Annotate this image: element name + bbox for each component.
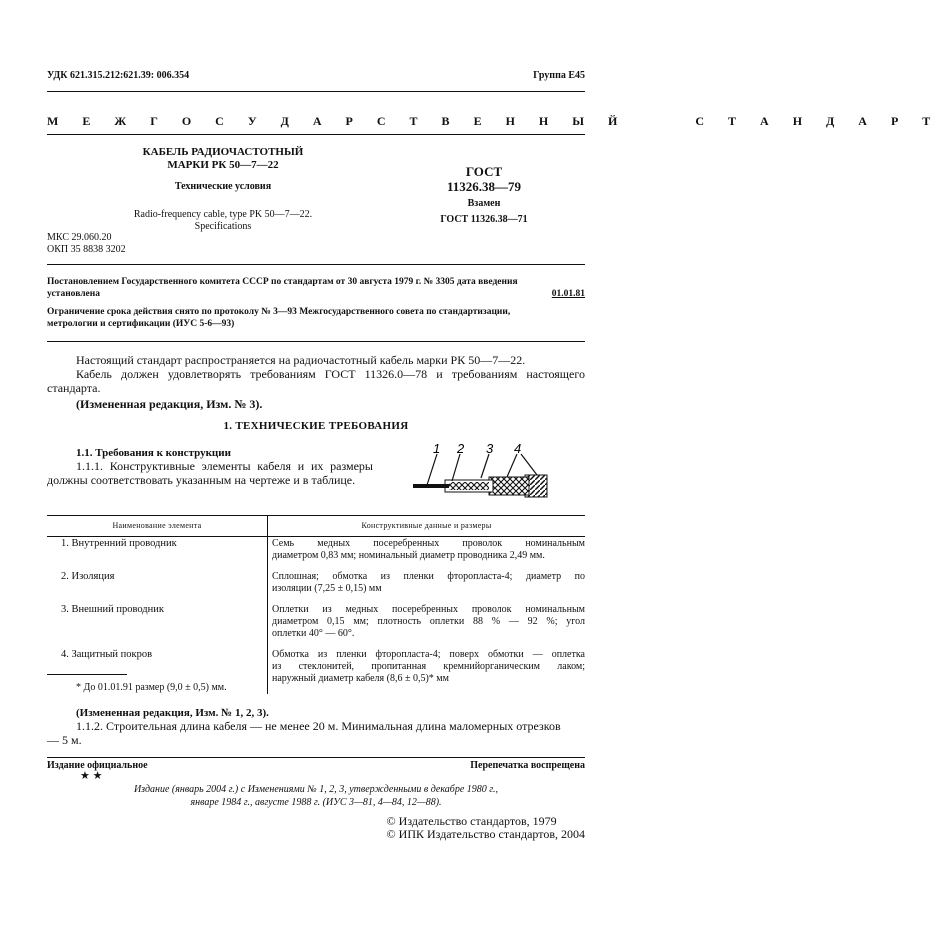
table-row [47,604,585,649]
footnote-rule [47,674,127,675]
callout-3: 3 [486,441,494,456]
clause-111-line-2: должны соответствовать указанным на чертеже и в таблице. [47,473,356,487]
clause-111-line-1: 1.1.1. Конструктивные элементы кабеля и их размеры [76,459,373,473]
cell-line: Оплетки из медных посеребренных проволок номинальным [272,604,585,615]
cell-line: наружный диаметр кабеля (8,6 ± 0,5)* мм [272,673,449,684]
english-title-line-2: Specifications [194,221,252,232]
table-cell-name: 1. Внутренний проводник [47,537,268,572]
construction-table [47,515,585,694]
leader-4b [521,454,537,475]
callout-4: 4 [514,441,522,456]
amendment-note: (Измененная редакция, Изм. № 1, 2, 3). [76,707,269,719]
cell-line: из стеклонитей, пропитанная кремнийорганическим лаком; [272,661,585,672]
table-cell-data [268,649,586,694]
intro-paragraph-2a: Кабель должен удовлетворять требованиям ГОСТ 11326.0—78 и требованиям настоящего [76,367,585,381]
clause-112-line-1: 1.1.2. Строительная длина кабеля — не менее 20 м. Минимальная длина маломерных отрезков [76,719,561,733]
intro [47,353,585,411]
intro-paragraph-2b: стандарта. [47,381,101,395]
clause-112-line-2: — 5 м. [47,733,82,747]
table-cell-data [268,604,586,649]
decree-line-1: Постановлением Государственного комитета СССР по стандартам от 30 августа 1979 г. № 3305 дата введения [47,277,518,287]
english-title [120,209,326,233]
inner-conductor-shape [413,484,449,488]
section-title: 1. ТЕХНИЧЕСКИЕ ТРЕБОВАНИЯ [223,420,409,432]
table-header-row [47,516,585,537]
callout-1: 1 [433,441,441,456]
footer-rule [47,757,585,758]
mks-code: МКС 29.060.20 [47,232,112,243]
title-block [120,146,326,172]
table-row [47,537,585,572]
okp-code: ОКП 35 8838 3202 [47,244,126,255]
insulation-wrap-shape [449,482,489,490]
table-cell-name: 4. Защитный покров [47,649,268,694]
leader-3 [481,454,489,478]
title-subtitle: Технические условия [174,181,272,192]
decree-line-2: установлена [47,289,100,299]
table-header-data: Конструктивные данные и размеры [268,516,586,537]
callout-2: 2 [457,441,465,456]
decree-text [47,276,585,300]
leader-4a [507,454,517,477]
clause-112 [47,719,585,747]
validity-line-1: Ограничение срока действия снято по протоколу № 3—93 Межгосударственного совета по стандартизации, [47,307,511,317]
cell-line: Сплошная; обмотка из пленки фторопласта-4; диаметр по [272,571,585,582]
stars: ★ ★ [80,770,103,782]
copyright-line-2: © ИПК Издательство стандартов, 2004 [386,827,585,841]
edition-info [47,783,585,809]
cell-line: диаметром 0,83 мм; номинальный диаметр проводника 2,49 мм. [272,550,545,561]
cell-line: Семь медных посеребренных проволок номинальным [272,538,585,549]
cell-line: изоляции (7,25 ± 0,15) мм [272,583,382,594]
cell-line: диаметром 0,15 мм; плотность оплетки 88 % — 92 %; угол [272,616,585,627]
group-code: Группа Е45 [533,70,585,81]
intro-top-rule [47,341,585,342]
interstate-standard-heading: М Е Ж Г О С У Д А Р С Т В Е Н Н Ы Й С Т А Н Д А Р Т [47,114,941,128]
gost-block [410,164,558,226]
edition-line-1: Издание (январь 2004 г.) с Изменениями № 1, 2, 3, утвержденными в декабре 1980 г., [133,784,499,795]
cell-line: оплетки 40° — 60°. [272,628,355,639]
title-line-1: КАБЕЛЬ РАДИОЧАСТОТНЫЙ [142,146,304,158]
footnote: * До 01.01.91 размер (9,0 ± 0,5) мм. [76,682,227,693]
english-title-line-1: Radio-frequency cable, type PK 50—7—22. [133,209,313,220]
table-cell-data [268,571,586,604]
outer-conductor-shape [489,477,529,495]
table-cell-name: 3. Внешний проводник [47,604,268,649]
intro-paragraph-1: Настоящий стандарт распространяется на радиочастотный кабель марки РК 50—7—22. [76,353,526,367]
old-standard: ГОСТ 11326.38—71 [440,214,528,225]
subsection-title: 1.1. Требования к конструкции [76,447,231,459]
intro-amendment: (Измененная редакция, Изм. № 3). [76,397,263,411]
reprint-prohibited: Перепечатка воспрещена [470,760,585,771]
table-row [47,571,585,604]
leader-1 [427,454,437,485]
gost-number: 11326.38—79 [446,179,522,194]
table-header-element: Наименование элемента [47,516,268,537]
copyright-line-1: © Издательство стандартов, 1979 [386,814,557,828]
title-line-2: МАРКИ РК 50—7—22 [167,159,279,171]
validity-limit [47,306,585,330]
edition-line-2: январе 1984 г., августе 1988 г. (ИУС 3—81, 4—84, 12—88). [190,797,442,808]
replaces-label: Взамен [467,198,501,209]
gost-label: ГОСТ [465,164,503,179]
leader-2 [452,454,460,481]
decree-line-2-row [47,288,585,300]
table-cell-name: 2. Изоляция [47,571,268,604]
copyright [387,815,585,841]
subsection-text [47,459,373,487]
decree-top-rule [47,264,585,265]
introduction-date: 01.01.81 [551,289,585,299]
classification-codes [47,232,126,256]
cable-drawing [405,440,555,500]
heading-rule [47,134,585,135]
validity-line-2: метрологии и сертификации (ИУС 5-6—93) [47,319,235,329]
udc-code: УДК 621.315.212:621.39: 006.354 [47,70,190,81]
table-cell-data [268,537,586,572]
top-rule [47,91,585,92]
cell-line: Обмотка из пленки фторопласта-4; поверх обмотки — оплетка [272,649,585,660]
official-edition: Издание официальное [47,760,148,771]
